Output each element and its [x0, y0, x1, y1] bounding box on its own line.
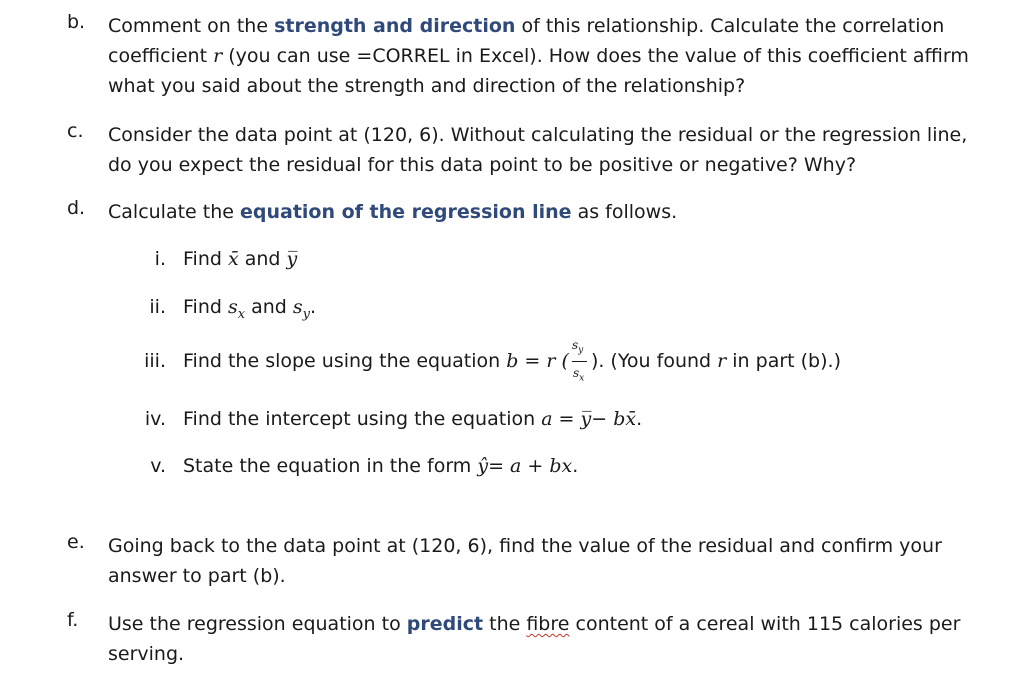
- math-b-equals-r: b = r (: [506, 350, 569, 372]
- subquestion-v-number: v.: [150, 455, 166, 477]
- text-segment: .: [572, 455, 579, 477]
- subquestion-ii-number: ii.: [149, 296, 166, 318]
- math-yhat: ŷ: [477, 455, 489, 477]
- text-segment: of this relationship. Calculate the correlation coefficient: [108, 15, 945, 67]
- math-ybar: y̅: [580, 408, 592, 430]
- math-s: s: [227, 296, 238, 318]
- subquestion-i-text: [183, 248, 297, 270]
- text-segment: and: [238, 248, 287, 270]
- math-xbar: x̄: [227, 248, 239, 270]
- subquestion-iv-number: iv.: [144, 408, 166, 430]
- math-bxbar: bx̄: [613, 408, 637, 430]
- fraction-denominator-subscript: x: [579, 372, 585, 383]
- math-equals: =: [488, 455, 511, 477]
- text-segment: (you can use =CORREL in Excel). How does the value of this coefficient affirm what you said about the strength and direction of the relationship?: [108, 45, 969, 97]
- subquestion-iv-text: [183, 408, 642, 430]
- spellcheck-word-fibre: fibre: [526, 613, 570, 635]
- text-segment: in part (b).): [726, 350, 841, 372]
- text-segment: content of a cereal with 115 calories per serving.: [108, 613, 961, 665]
- question-c-letter: c.: [67, 120, 84, 142]
- subquestion-iii-number: iii.: [144, 350, 166, 372]
- variable-r: r: [213, 45, 223, 67]
- question-b-letter: b.: [67, 11, 86, 33]
- question-d-text: [108, 197, 988, 227]
- text-segment: Calculate the: [108, 201, 240, 223]
- math-a-equals: a =: [541, 408, 581, 430]
- subquestion-i-number: i.: [154, 248, 166, 270]
- question-c-text: Consider the data point at (120, 6). Without calculating the residual or the regression line, do you expect the residual for this data point to be positive or negative? Why?: [108, 124, 968, 176]
- text-segment: .: [636, 408, 643, 430]
- question-e-letter: e.: [67, 531, 85, 553]
- math-subscript: x: [237, 306, 246, 322]
- highlight-regression-equation: equation of the regression line: [240, 201, 572, 223]
- subquestion-ii-text: [183, 296, 316, 322]
- math-a-plus-bx: a + bx: [510, 455, 573, 477]
- text-segment: .: [310, 296, 317, 318]
- variable-r: r: [717, 350, 727, 372]
- math-s: s: [292, 296, 303, 318]
- fraction-sy-over-sx: [569, 337, 591, 383]
- text-segment: Find: [183, 296, 228, 318]
- text-segment: Find the slope using the equation: [183, 350, 507, 372]
- fraction-denominator: s: [572, 365, 580, 380]
- text-segment: the: [483, 613, 527, 635]
- text-segment: ). (You found: [590, 350, 718, 372]
- text-segment: Use the regression equation to: [108, 613, 407, 635]
- text-segment: State the equation in the form: [183, 455, 478, 477]
- text-segment: Find the intercept using the equation: [183, 408, 542, 430]
- question-e-text: Going back to the data point at (120, 6), find the value of the residual and confirm your answer to part (b).: [108, 535, 942, 587]
- fraction-numerator: s: [571, 337, 579, 352]
- text-segment: and: [245, 296, 293, 318]
- math-ybar: y̅: [286, 248, 298, 270]
- text-segment: Find: [183, 248, 228, 270]
- math-minus: −: [591, 408, 614, 430]
- highlight-predict: predict: [406, 613, 484, 635]
- fraction-bar: [572, 361, 587, 362]
- question-f-letter: f.: [67, 609, 79, 631]
- math-subscript: y: [302, 306, 311, 322]
- question-b-text: [108, 11, 988, 101]
- subquestion-iii-text: [183, 337, 841, 383]
- text-segment: Comment on the: [108, 15, 275, 37]
- fraction-numerator-subscript: y: [578, 344, 584, 355]
- text-segment: as follows.: [571, 201, 678, 223]
- subquestion-v-text: [183, 455, 578, 477]
- question-d-letter: d.: [67, 197, 86, 219]
- highlight-strength-direction: strength and direction: [274, 15, 516, 37]
- question-f-text: [108, 609, 988, 669]
